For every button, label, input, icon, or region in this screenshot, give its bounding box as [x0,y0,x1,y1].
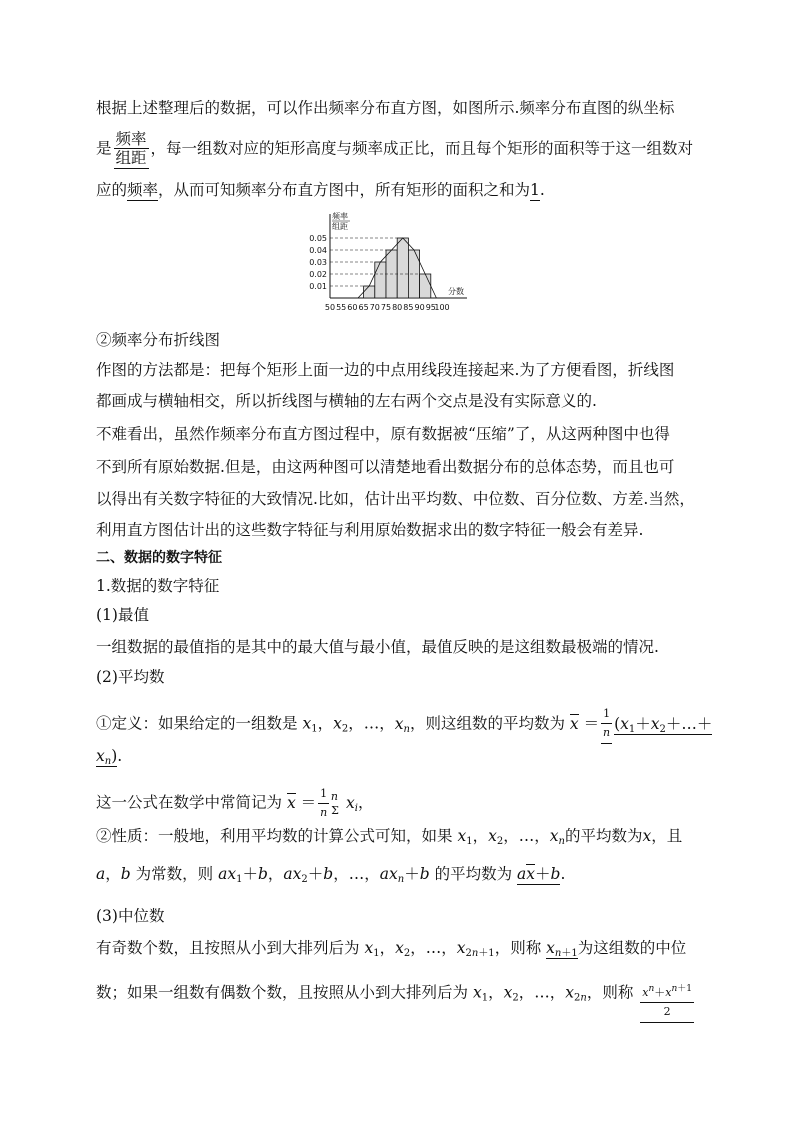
mean-definition: ①定义：如果给定的一组数是 $x_1$，$x_2$，…，$x_n$，则这组数的平均数为 x ＝ $\frac{1}{n}$ ($x_1+x_2+\dots+$ [96,705,712,744]
text-run: 应的 [96,181,128,199]
item-heading-median: (3)中位数 [96,907,165,925]
text-run: ，且 [651,827,683,845]
fraction-denominator: 组距 [115,149,147,167]
para-line-4: 作图的方法都是：把每个矩形上面一边的中点用线段连接起来.为了方便看图，折线图 [96,361,675,379]
y-tick-label: 0.03 [309,258,327,267]
x-axis-label: 分数 [448,287,464,296]
x-tick-label: 65 [358,303,369,312]
x-tick-label: 95 [425,303,436,312]
text-run: ，则称 [494,939,542,957]
x-tick-label: 75 [380,303,392,312]
text-run: ，则这组数的平均数为 [409,714,565,733]
x-tick-label: 60 [347,303,358,312]
para-line-8: 以得出有关数字特征的大致情况.比如，估计出平均数、中位数、百分位数、方差.当然， [96,490,695,508]
para-line-1: 根据上述整理后的数据，可以作出频率分布直方图，如图所示.频率分布直图的纵坐标 [96,99,675,117]
y-tick-label: 0.01 [309,282,327,291]
y-axis-label-numerator: 频率 [332,212,348,221]
x-tick-label: 50 [324,303,336,312]
fraction-freq-over-width [114,130,149,169]
text-run: 这一公式在数学中常简记为 [96,793,283,812]
mean-property-2: a，b 为常数，则 $ax_1+b$，$ax_2+b$，…，$ax_n+b$ 的平均数为 ax＋b. [96,865,566,885]
y-axis-label-denominator: 组距 [332,222,348,231]
frequency-histogram [298,210,508,316]
text-run: 为这组数的中位 [577,939,687,957]
text-run: 有奇数个数，且按照从小到大排列后为 [96,939,360,957]
text-run: ，则称 [586,983,634,1002]
text-run: 数；如果一组数有偶数个数，且按照从小到大排列后为 [96,983,469,1002]
y-tick-label: 0.04 [309,246,327,255]
mean-property-1: ②性质：一般地，利用平均数的计算公式可知，如果 $x_1$，$x_2$，…，$x_n$的平均数为x，且 [96,827,683,847]
subheading-line-chart: ②频率分布折线图 [96,331,221,349]
mean-shorthand: 这一公式在数学中常简记为 x ＝ $\frac{1}{n}$ $_\Sigma^n$ $x_i$， [96,787,374,819]
x-tick-label: 55 [336,303,347,312]
item-heading-mean: (2)平均数 [96,668,165,686]
histogram-bar [364,286,375,298]
text-run: 的平均数为 [564,827,643,845]
para-line-10: 一组数据的最值指的是其中的最大值与最小值，最值反映的是这组数最极端的情况. [96,638,659,656]
median-odd: 有奇数个数，且按照从小到大排列后为 $x_1$，$x_2$，…，$x_{2n+1}$，则称 $x_{n+1}$为这组数的中位 [96,939,687,959]
section-heading: 二、数据的数字特征 [96,550,222,566]
x-tick-label: 80 [392,303,403,312]
item-heading-extremes: (1)最值 [96,606,149,624]
subsection-heading: 1.数据的数字特征 [96,577,220,595]
fraction-numerator: 频率 [115,130,147,148]
text-run: ①定义：如果给定的一组数是 [96,714,298,733]
histogram-bar [420,274,431,298]
median-even: 数；如果一组数有偶数个数，且按照从小到大排列后为 $x_1$，$x_2$，…，$x_{2n}$，则称 $\frac{x^n+x^{n+1}}{2}$ [96,972,696,1015]
text-run: . [539,181,545,199]
x-tick-label: 70 [369,303,380,312]
x-tick-label: 100 [434,303,450,312]
histogram-bar [397,238,408,298]
histogram-bar [375,262,386,298]
underlined-answer: 频率 [127,181,159,199]
para-line-2 [96,130,693,169]
para-line-6: 不难看出，虽然作频率分布直方图过程中，原有数据被“压缩”了，从这两种图中也得 [96,425,670,443]
text-run: ②性质：一般地，利用平均数的计算公式可知，如果 [96,827,453,845]
y-tick-label: 0.02 [309,270,327,279]
y-tick-label: 0.05 [309,234,327,243]
text-run: 为常数，则 [135,865,214,883]
para-line-9: 利用直方图估计出的这些数字特征与利用原始数据求出的数字特征一般会有差异. [96,521,644,539]
underlined-answer: 1 [530,181,540,199]
text-run: ，每一组数对应的矩形高度与频率成正比，而且每个矩形的面积等于这一组数对 [150,139,694,158]
text-run: 的平均数为 [434,865,513,883]
x-tick-label: 90 [414,303,425,312]
para-line-7: 不到所有原始数据.但是，由这两种图可以清楚地看出数据分布的总体态势，而且也可 [96,458,675,476]
mean-definition-cont: $x_n$). [96,747,123,767]
text-run: ，从而可知频率分布直方图中，所有矩形的面积之和为 [158,181,531,199]
text-run: 是 [96,139,112,158]
x-tick-label: 85 [403,303,414,312]
para-line-3 [96,180,545,200]
para-line-5: 都画成与横轴相交，所以折线图与横轴的左右两个交点是没有实际意义的. [96,392,597,410]
